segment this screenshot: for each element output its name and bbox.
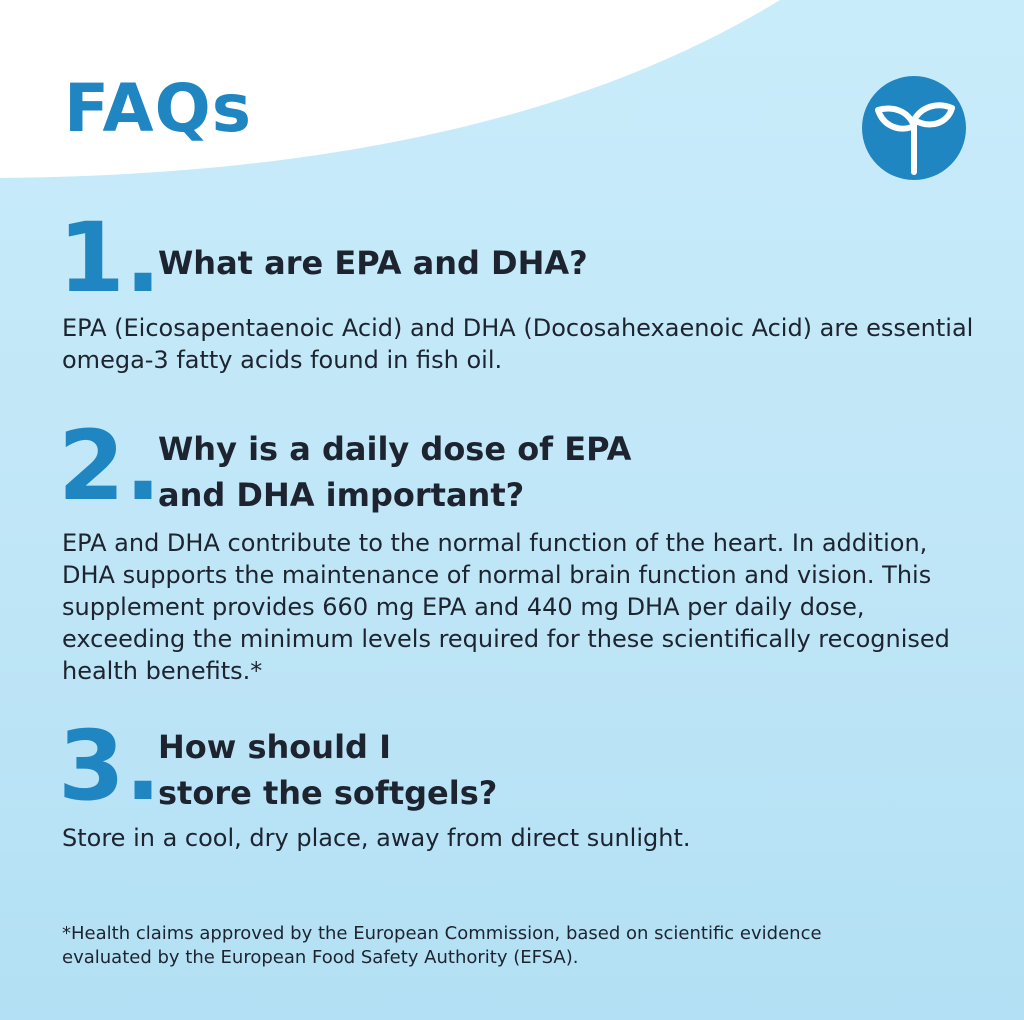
faq-question-3-line-2: store the softgels?	[158, 774, 498, 812]
faq-question-2	[158, 426, 631, 518]
faq-question-2-line-1: Why is a daily dose of EPA	[158, 430, 632, 468]
faq-answer-1: EPA (Eicosapentaenoic Acid) and DHA (Docosahexaenoic Acid) are essential omega-3 fatty acids found in fish oil.	[62, 314, 974, 374]
page-title: FAQs	[64, 70, 252, 147]
faq-question-1: What are EPA and DHA?	[158, 244, 588, 282]
faq-question-3-line-1: How should I	[158, 728, 391, 766]
faq-question-3	[158, 724, 497, 816]
faq-number-2: 2.	[58, 410, 162, 522]
faq-question-2-line-2: and DHA important?	[158, 476, 525, 514]
faq-answer-3: Store in a cool, dry place, away from direct sunlight.	[62, 824, 691, 852]
footnote: *Health claims approved by the European Commission, based on scientific evidence evaluated by the European Food Safety Authority (EFSA).	[62, 923, 822, 968]
faq-number-1: 1.	[58, 202, 162, 314]
faq-answer-2: EPA and DHA contribute to the normal function of the heart. In addition, DHA supports the maintenance of normal brain function and vision. This supplement provides 660 mg EPA and 440 mg DHA per daily dose, exceeding the minimum levels required for these scientifically recognised health benefits.*	[62, 529, 950, 685]
faq-number-3: 3.	[58, 710, 162, 822]
sprout-leaf-icon	[862, 76, 966, 180]
